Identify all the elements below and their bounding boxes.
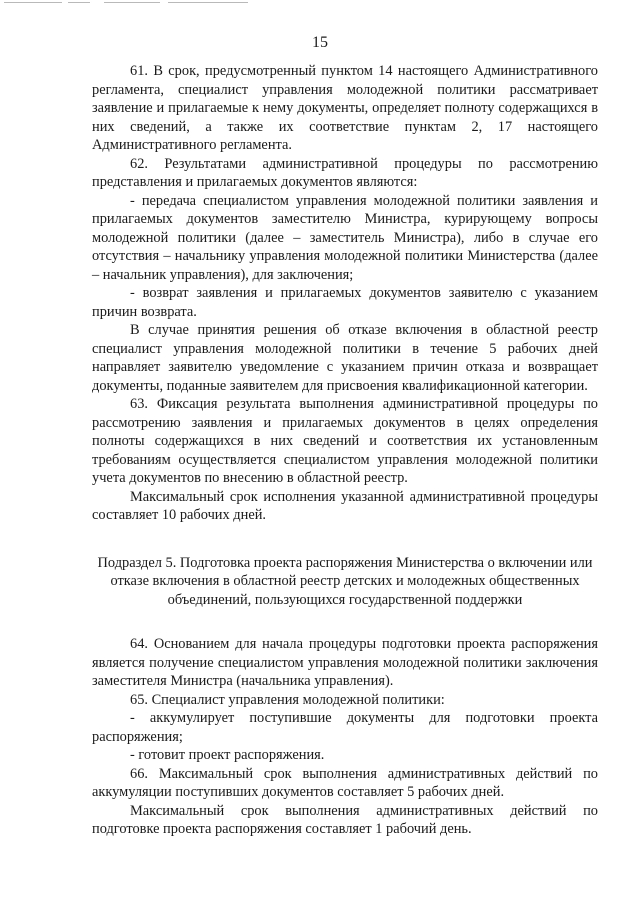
paragraph-refusal: В случае принятия решения об отказе включения в областной реестр специалист управления молодежной политики в течение 5 рабочих дней направляет заявителю уведомление с указанием причин отказа и возвращает документы, поданные заявителем для присвоения квалификационной категории. [92, 322, 598, 394]
list-item-transfer: - передача специалистом управления молодежной политики заявления и прилагаемых документов заместителю Министра, курирующему вопросы молодежной политики (далее – заместитель Министра), либо в случае его отсутствия – начальнику управления молодежной политики Министерства (далее – начальник управления), для заключения; [92, 192, 598, 283]
page-number: 15 [312, 34, 328, 51]
paragraph-66: 66. Максимальный срок выполнения административных действий по аккумуляции поступивших документов составляет 5 рабочих дней. [92, 765, 598, 800]
paragraph-64: 64. Основанием для начала процедуры подготовки проекта распоряжения является получение специалистом управления молодежной политики заключения заместителя Министра (начальника управления). [92, 636, 598, 689]
list-item-prepare: - готовит проект распоряжения. [130, 747, 325, 763]
paragraph-63: 63. Фиксация результата выполнения административной процедуры по рассмотрению заявления и прилагаемых документов в целях определения полноты содержащихся в них сведений и соответствия их установленным требованиям осуществляется специалистом управления молодежной политики учета документов по внесению в областной реестр. [92, 396, 598, 486]
list-item-return: - возврат заявления и прилагаемых документов заявителю с указанием причин возврата. [92, 285, 598, 320]
paragraph-max-term-1: Максимальный срок выполнения административных действий по подготовке проекта распоряжения составляет 1 рабочий день. [92, 802, 598, 837]
scan-artifact-4 [168, 2, 248, 3]
subsection-heading: Подраздел 5. Подготовка проекта распоряжения Министерства о включении или отказе включения в областной реестр детских и молодежных общественных объединений, пользующихся государственной поддержки [97, 554, 593, 608]
paragraph-max-term-10: Максимальный срок исполнения указанной административной процедуры составляет 10 рабочих дней. [92, 488, 598, 523]
scan-artifact-1 [4, 2, 62, 3]
paragraph-61: 61. В срок, предусмотренный пунктом 14 настоящего Административного регламента, специалист управления молодежной политики рассматривает заявление и прилагаемые к нему документы, определяет полноту содержащихся в них сведений, а также их соответствие пунктам 2, 17 настоящего Административного регламента. [92, 63, 598, 153]
paragraph-62: 62. Результатами административной процедуры по рассмотрению представления и прилагаемых документов являются: [92, 155, 598, 190]
scan-artifact-2 [68, 2, 90, 3]
scan-artifact-3 [104, 2, 160, 3]
document-body [92, 62, 598, 839]
paragraph-65: 65. Специалист управления молодежной политики: [130, 691, 445, 708]
list-item-accumulate: - аккумулирует поступившие документы для подготовки проекта распоряжения; [92, 710, 598, 745]
